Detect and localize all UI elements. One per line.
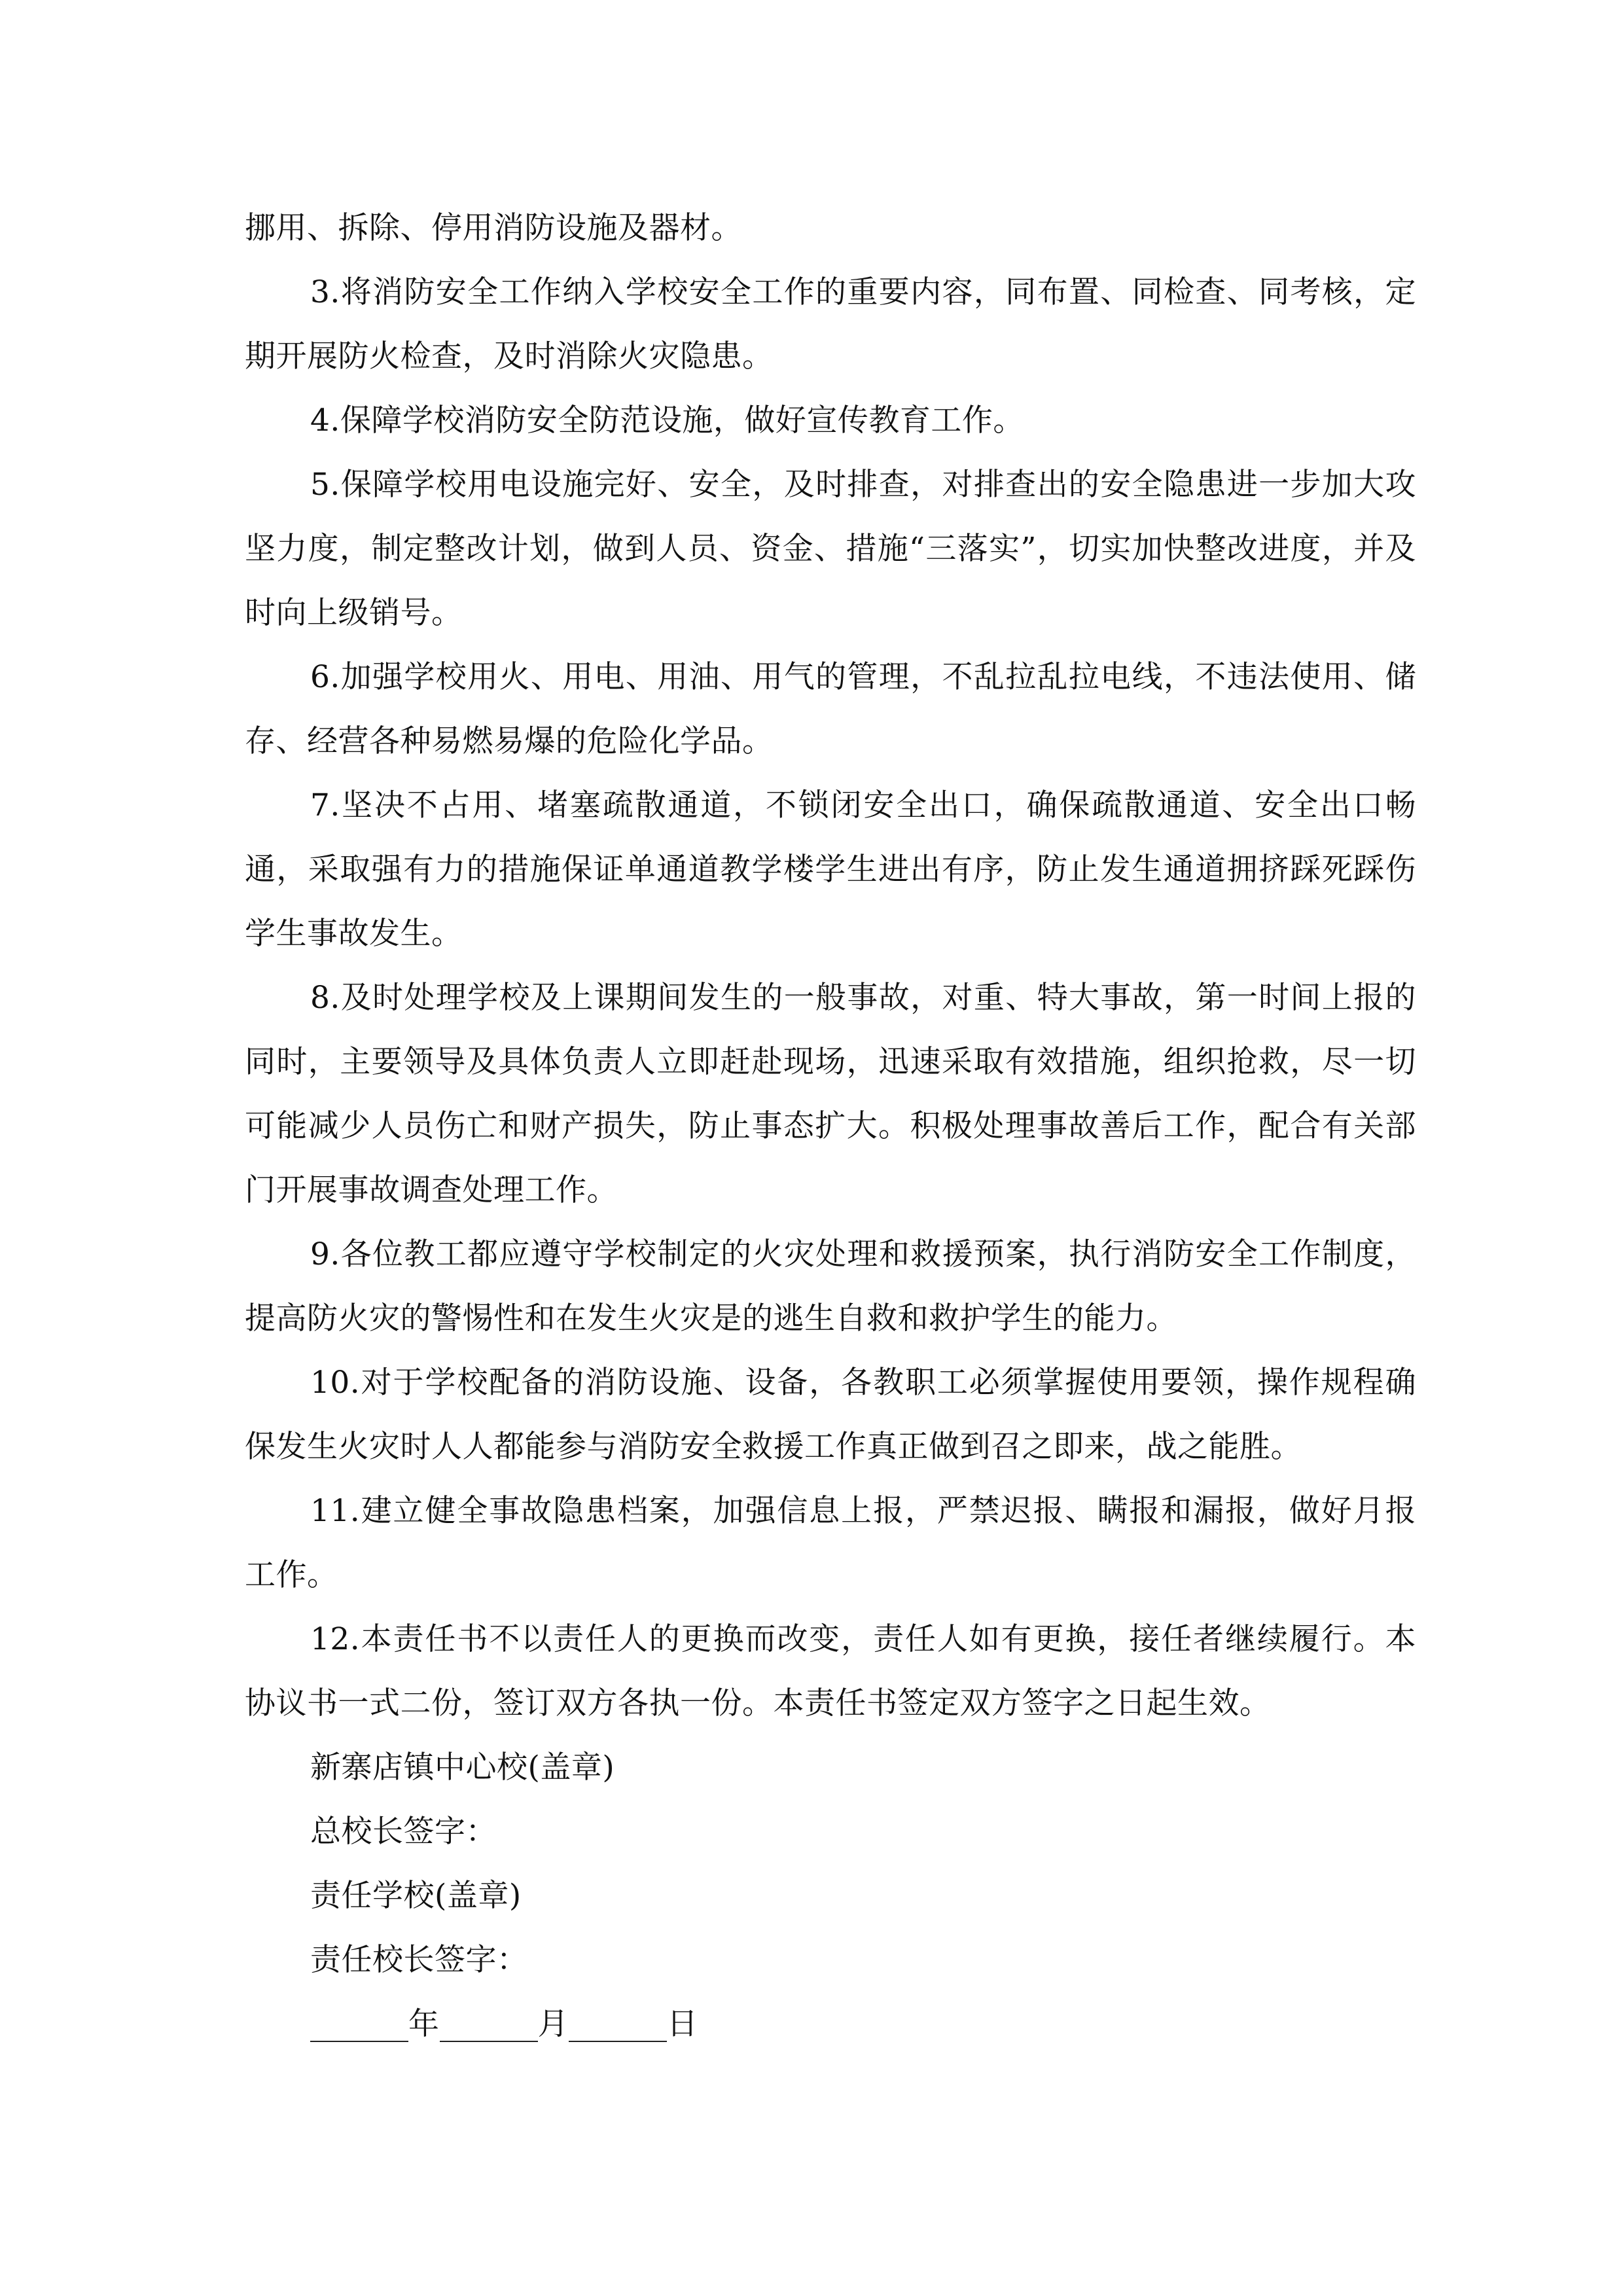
- paragraph-item-11: 11.建立健全事故隐患档案，加强信息上报，严禁迟报、瞒报和漏报，做好月报工作。: [245, 1493, 1416, 1593]
- paragraph-item-12: 12.本责任书不以责任人的更换而改变，责任人如有更换，接任者继续履行。本协议书一式二份，签订双方各执一份。本责任书签定双方签字之日起生效。: [245, 1621, 1416, 1721]
- responsible-principal-signature-label: 责任校长签字：: [310, 1942, 528, 1978]
- year-label: 年: [408, 2006, 440, 2042]
- paragraph-item-4: 4.保障学校消防安全防范设施，做好宣传教育工作。: [310, 403, 1024, 439]
- responsible-school-seal-label: 责任学校(盖章): [310, 1878, 522, 1914]
- paragraph-item-8: 8.及时处理学校及上课期间发生的一般事故，对重、特大事故，第一时间上报的同时，主要领导及具体负责人立即赶赴现场，迅速采取有效措施，组织抢救，尽一切可能减少人员伤亡和财产损失，防止事态扩大。积极处理事故善后工作，配合有关部门开展事故调查处理工作。: [245, 980, 1416, 1208]
- center-school-seal-label: 新寨店镇中心校(盖章): [310, 1749, 615, 1785]
- paragraph-item-3: 3.将消防安全工作纳入学校安全工作的重要内容，同布置、同检查、同考核，定期开展防火检查，及时消除火灾隐患。: [245, 274, 1416, 374]
- paragraph-item-7: 7.坚决不占用、堵塞疏散通道，不锁闭安全出口，确保疏散通道、安全出口畅通，采取强有力的措施保证单通道教学楼学生进出有序，防止发生通道拥挤踩死踩伤学生事故发生。: [245, 787, 1416, 952]
- paragraph-item-5: 5.保障学校用电设施完好、安全，及时排查，对排查出的安全隐患进一步加大攻坚力度，制定整改计划，做到人员、资金、措施“三落实”，切实加快整改进度，并及时向上级销号。: [245, 467, 1416, 631]
- paragraph-item-9: 9.各位教工都应遵守学校制定的火灾处理和救援预案，执行消防安全工作制度，提高防火灾的警惕性和在发生火灾是的逃生自救和救护学生的能力。: [245, 1236, 1416, 1336]
- paragraph-continuation: 挪用、拆除、停用消防设施及器材。: [245, 210, 742, 246]
- month-label: 月: [537, 2006, 569, 2042]
- day-label: 日: [667, 2006, 698, 2042]
- principal-signature-label: 总校长签字：: [310, 1814, 497, 1850]
- day-blank: [569, 2001, 667, 2042]
- year-blank: [310, 2001, 408, 2042]
- paragraph-item-10: 10.对于学校配备的消防设施、设备，各教职工必须掌握使用要领，操作规程确保发生火灾时人人都能参与消防安全救援工作真正做到召之即来，战之能胜。: [245, 1365, 1416, 1465]
- date-line: [245, 1992, 1416, 2056]
- paragraph-item-6: 6.加强学校用火、用电、用油、用气的管理，不乱拉乱拉电线，不违法使用、储存、经营各种易燃易爆的危险化学品。: [245, 659, 1416, 759]
- month-blank: [440, 2001, 538, 2042]
- document-body: [245, 196, 1416, 2056]
